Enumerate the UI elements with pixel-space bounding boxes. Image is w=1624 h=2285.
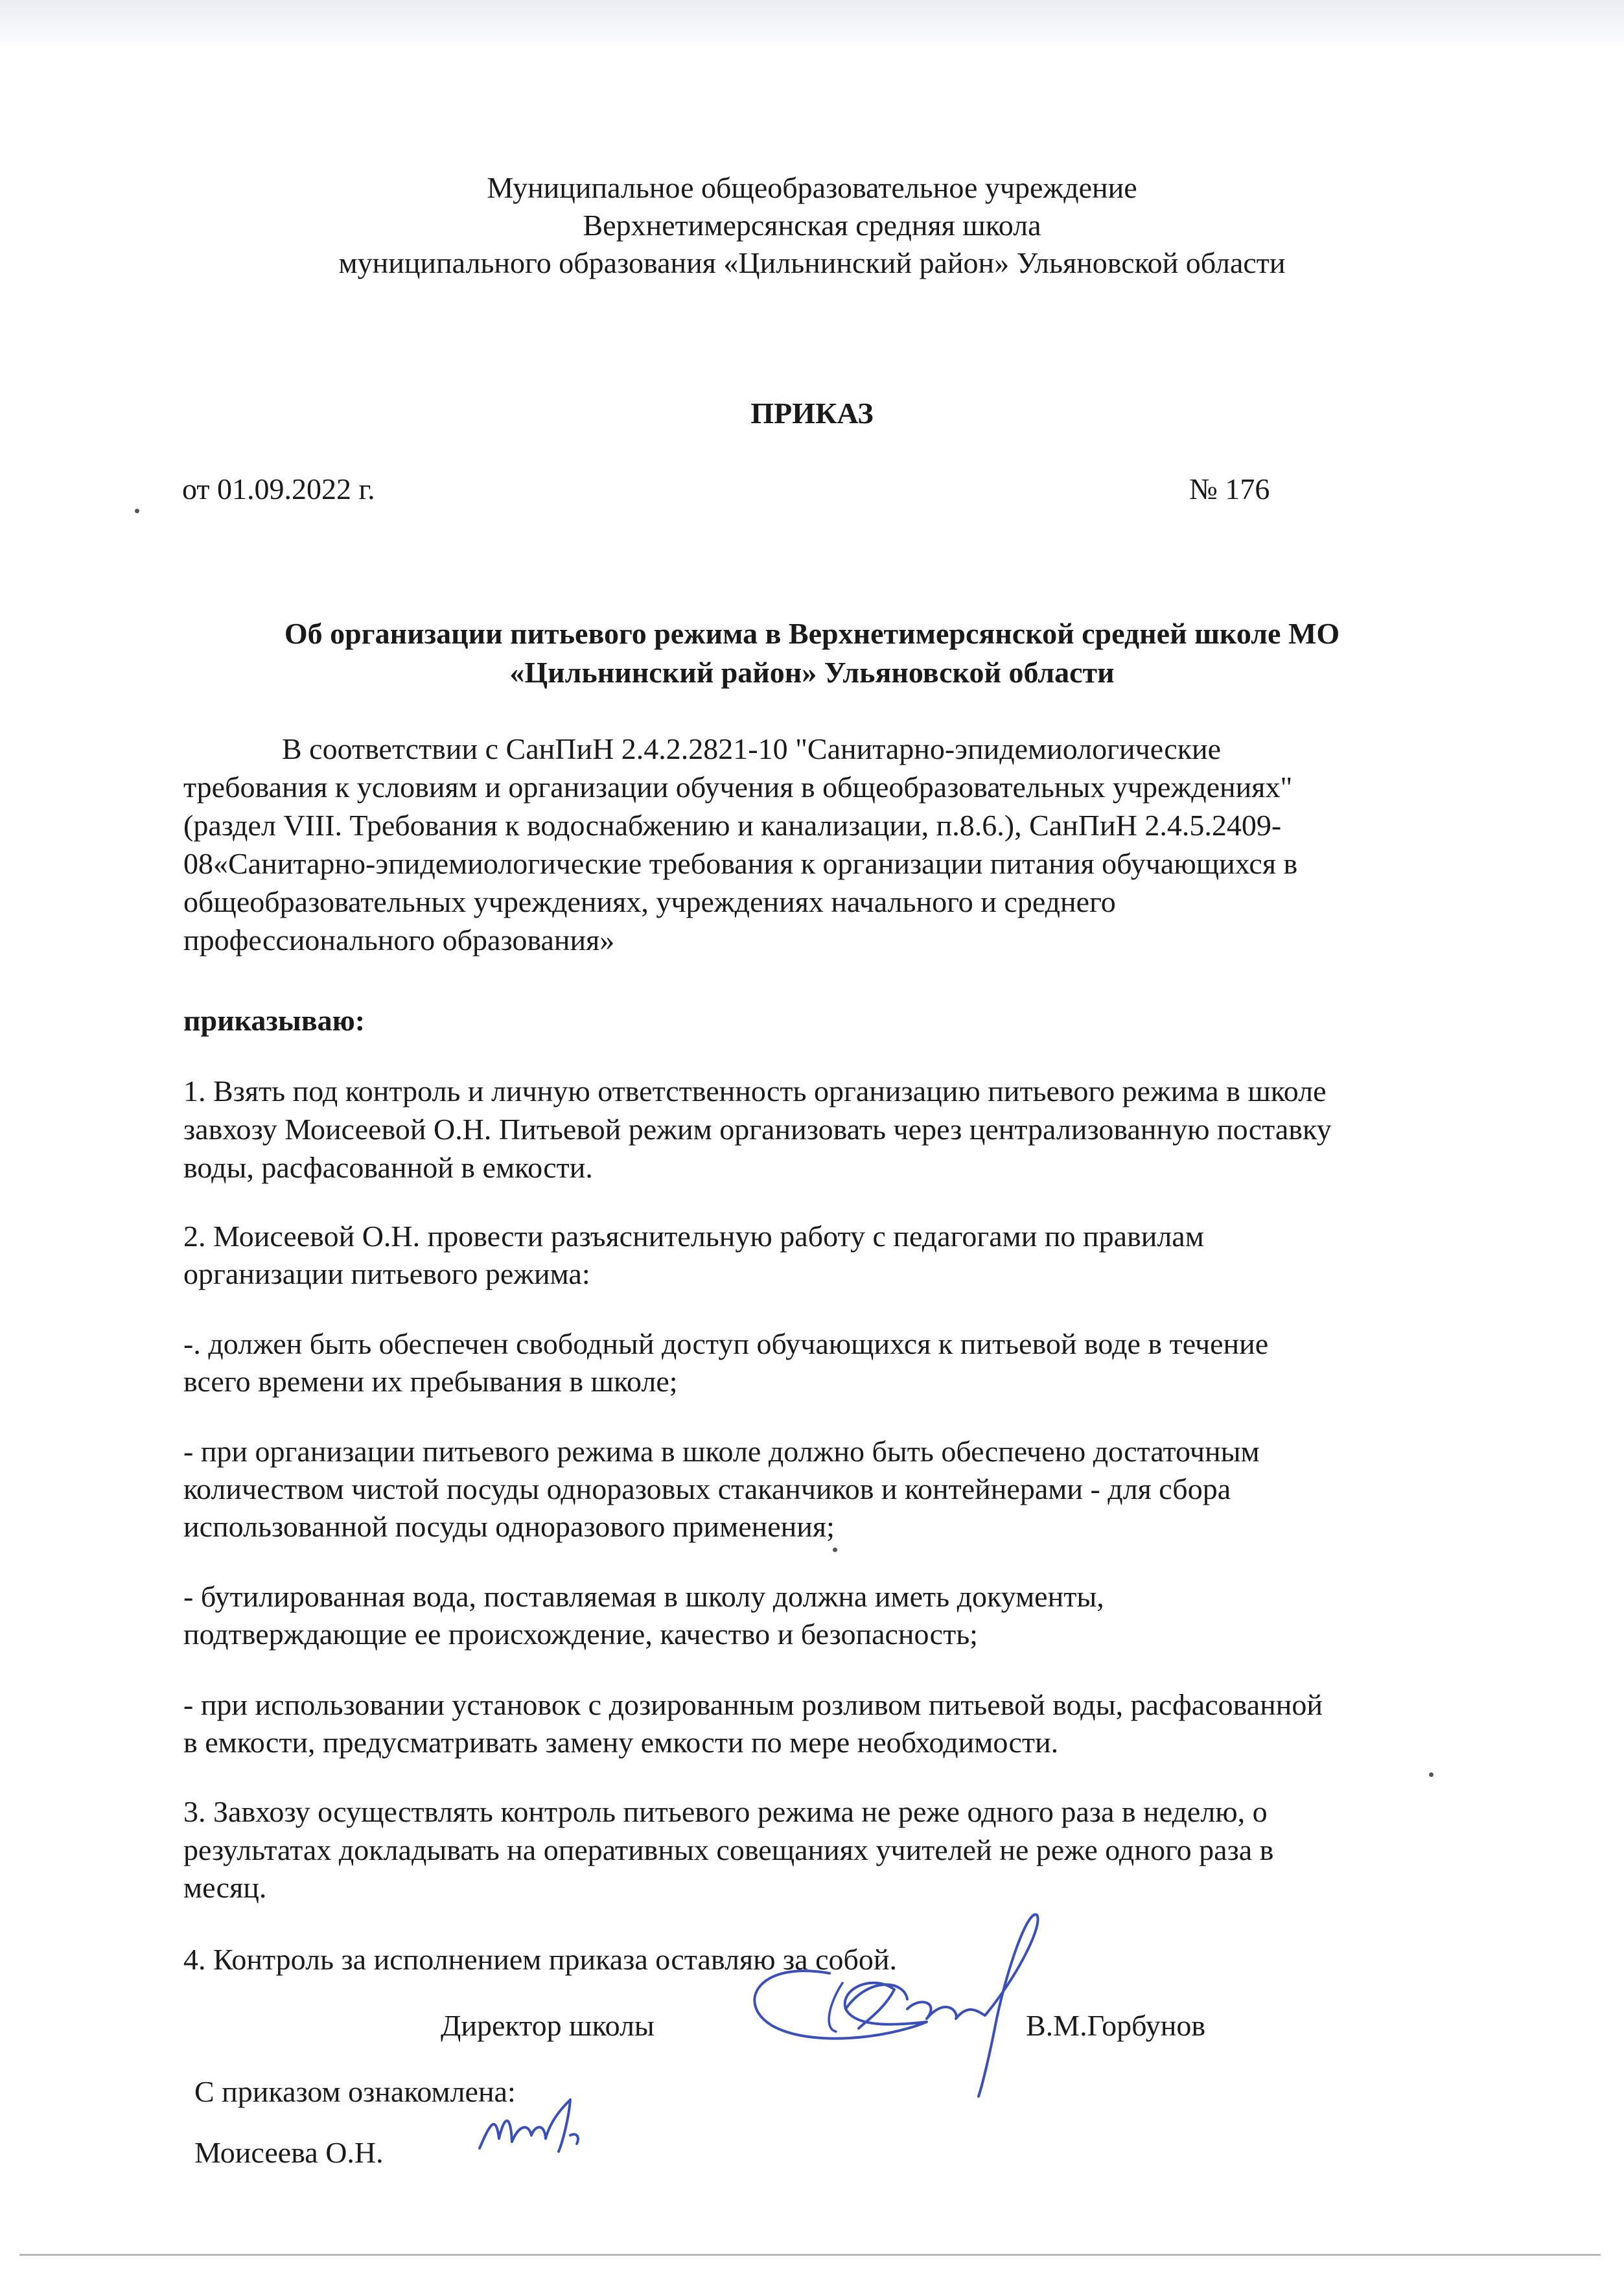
institution-line-2: Верхнетимерсянская средняя школа <box>583 209 1041 242</box>
scan-speck <box>135 509 139 513</box>
institution-line-1: Муниципальное общеобразовательное учреждение <box>487 171 1137 204</box>
bullet-1-line: всего времени их пребывания в школе; <box>183 1365 678 1398</box>
item-4-line: 4. Контроль за исполнением приказа оставляю за собой. <box>183 1943 898 1976</box>
director-signature <box>732 1899 1069 2100</box>
signer-name: В.М.Горбунов <box>1026 2009 1206 2042</box>
bullet-1-line: -. должен быть обеспечен свободный доступ обучающихся к питьевой воде в течение <box>183 1327 1269 1360</box>
order-title-line-1: Об организации питьевого режима в Верхнетимерсянской средней школе МО <box>284 617 1340 650</box>
bullet-4-line: в емкости, предусматривать замену емкости по мере необходимости. <box>183 1726 1059 1759</box>
acknowledgement-signature <box>473 2087 603 2164</box>
item-2-line: 2. Моисеевой О.Н. провести разъяснительную работу с педагогами по правилам <box>183 1220 1204 1253</box>
preamble-line: В соответствии с СанПиН 2.4.2.2821-10 "Санитарно-эпидемиологические <box>282 732 1222 765</box>
bullet-3-line: подтверждающие ее происхождение, качество и безопасность; <box>183 1618 978 1651</box>
order-number: № 176 <box>1189 472 1270 505</box>
item-1-line: воды, расфасованной в емкости. <box>183 1151 593 1184</box>
item-1-line: 1. Взять под контроль и личную ответственность организацию питьевого режима в школе <box>183 1074 1327 1108</box>
item-3-line: 3. Завхозу осуществлять контроль питьевого режима не реже одного раза в неделю, о <box>183 1795 1268 1828</box>
document-type: ПРИКАЗ <box>750 397 874 430</box>
scan-edge-bottom <box>19 2254 1601 2256</box>
order-date: от 01.09.2022 г. <box>182 472 375 505</box>
item-2-line: организации питьевого режима: <box>183 1257 590 1290</box>
acknowledgement-label: С приказом ознакомлена: <box>194 2075 516 2108</box>
signer-position: Директор школы <box>441 2009 655 2042</box>
item-1-line: завхозу Моисеевой О.Н. Питьевой режим организовать через централизованную поставку <box>183 1113 1332 1146</box>
bullet-2-line: количеством чистой посуды одноразовых стаканчиков и контейнерами - для сбора <box>183 1472 1231 1505</box>
acknowledged-person: Моисеева О.Н. <box>194 2136 384 2169</box>
order-title-line-2: «Цильнинский район» Ульяновской области <box>509 656 1115 689</box>
bullet-3-line: - бутилированная вода, поставляемая в школу должна иметь документы, <box>183 1580 1104 1613</box>
preamble-line: требования к условиям и организации обучения в общеобразовательных учреждениях" <box>183 771 1293 804</box>
item-3-line: результатах докладывать на оперативных совещаниях учителей не реже одного раза в <box>183 1833 1274 1866</box>
item-3-line: месяц. <box>183 1871 267 1904</box>
bullet-2-line: - при организации питьевого режима в школе должно быть обеспечено достаточным <box>183 1435 1260 1468</box>
bullet-4-line: - при использовании установок с дозированным розливом питьевой воды, расфасованной <box>183 1688 1323 1721</box>
preamble-line: (раздел VIII. Требования к водоснабжению и канализации, п.8.6.), СанПиН 2.4.5.2409- <box>183 809 1282 842</box>
bullet-2-line: использованной посуды одноразового применения; <box>183 1510 835 1543</box>
preamble-line: профессионального образования» <box>183 923 615 957</box>
preamble-line: 08«Санитарно-эпидемиологические требования к организации питания обучающихся в <box>183 847 1298 880</box>
scan-shadow-top <box>0 0 1624 52</box>
preamble-line: общеобразовательных учреждениях, учреждениях начального и среднего <box>183 885 1116 918</box>
order-word: приказываю: <box>183 1004 365 1037</box>
scan-speck <box>1429 1772 1433 1777</box>
institution-line-3: муниципального образования «Цильнинский район» Ульяновской области <box>338 246 1286 279</box>
scan-speck <box>833 1548 837 1552</box>
